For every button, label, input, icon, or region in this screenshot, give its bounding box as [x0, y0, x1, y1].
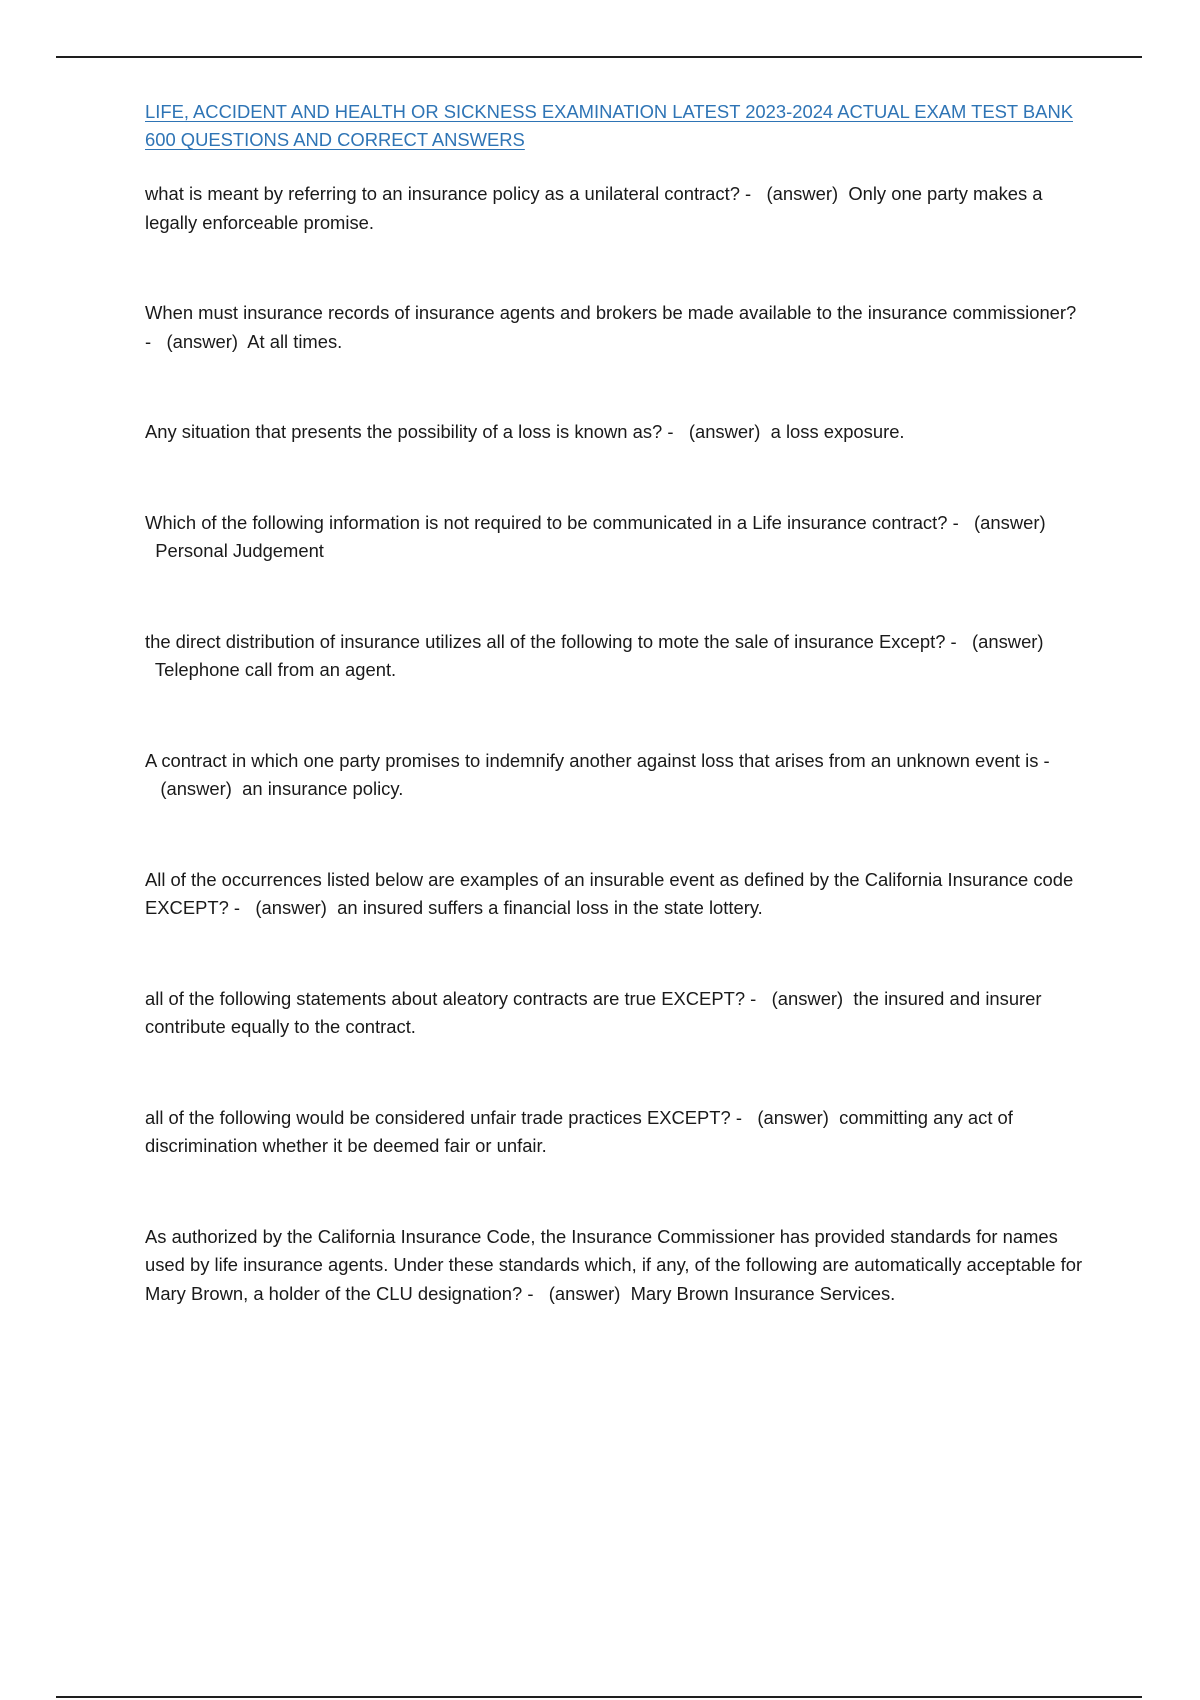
answer-text: At all times. [247, 330, 343, 352]
answer-text: a loss exposure. [770, 421, 905, 442]
qa-item-7 [145, 866, 1085, 923]
answer-marker: (answer) [974, 511, 1046, 533]
document-title-line-1: LIFE, ACCIDENT AND HEALTH OR SICKNESS EXAMINATION LATEST 2023-2024 ACTUAL EXAM TEST BANK [145, 101, 1073, 122]
question-text: what is meant by referring to an insurance policy as a unilateral contract? - [145, 183, 752, 204]
qa-item-5 [145, 628, 1085, 685]
answer-text: Only one party makes a legally enforceable promise. [145, 183, 1043, 233]
answer-text: Telephone call from an agent. [154, 659, 397, 680]
question-text: All of the occurrences listed below are examples of an insurable event as defined by the California Insurance code EXCEPT? - [145, 868, 1074, 918]
answer-marker: (answer) [548, 1282, 621, 1304]
qa-item-3 [145, 418, 1085, 447]
answer-text: Mary Brown Insurance Services. [630, 1282, 896, 1304]
answer-marker: (answer) [766, 183, 839, 204]
qa-item-4 [145, 509, 1085, 566]
answer-text: an insured suffers a financial loss in the state lottery. [337, 897, 763, 918]
answer-marker: (answer) [757, 1106, 829, 1128]
header-rule [56, 56, 1142, 58]
question-text: A contract in which one party promises to indemnify another against loss that arises from an unknown event is - [145, 749, 1050, 771]
answer-marker: (answer) [160, 778, 232, 799]
answer-marker: (answer) [255, 897, 327, 918]
qa-item-9 [145, 1104, 1085, 1161]
answer-text: Personal Judgement [155, 540, 324, 561]
answer-text: an insurance policy. [242, 778, 404, 799]
answer-marker: (answer) [166, 330, 239, 352]
answer-marker: (answer) [972, 630, 1044, 652]
question-text: all of the following would be considered unfair trade practices EXCEPT? - [145, 1106, 742, 1128]
qa-item-1 [145, 180, 1085, 237]
document-title [145, 98, 1085, 154]
qa-item-6 [145, 747, 1085, 804]
qa-item-10 [145, 1223, 1085, 1309]
answer-marker: (answer) [688, 421, 761, 442]
question-text: Which of the following information is not required to be communicated in a Life insurance contract? - [145, 511, 959, 533]
question-answer-list [145, 180, 1085, 1308]
question-text: When must insurance records of insurance agents and brokers be made available to the insurance commissioner? - [145, 302, 1077, 352]
question-text: Any situation that presents the possibility of a loss is known as? - [145, 421, 674, 442]
document-title-line-2: 600 QUESTIONS AND CORRECT ANSWERS [145, 129, 525, 150]
question-text: all of the following statements about aleatory contracts are true EXCEPT? - [145, 987, 757, 1009]
footer-rule [56, 1696, 1142, 1698]
qa-item-8 [145, 985, 1085, 1042]
question-text: the direct distribution of insurance utilizes all of the following to mote the sale of insurance Except? - [145, 630, 957, 652]
question-text: As authorized by the California Insurance Code, the Insurance Commissioner has provided standards for names used by life insurance agents. Under these standards which, if any, of the following are automatically acceptable for Mary Brown, a holder of the CLU designation? - [145, 1225, 1083, 1304]
answer-marker: (answer) [771, 987, 844, 1009]
qa-item-2 [145, 299, 1085, 356]
document-page [145, 98, 1085, 1308]
answer-text: the insured and insurer contribute equally to the contract. [145, 987, 1042, 1037]
answer-text: committing any act of discrimination whether it be deemed fair or unfair. [145, 1106, 1013, 1156]
